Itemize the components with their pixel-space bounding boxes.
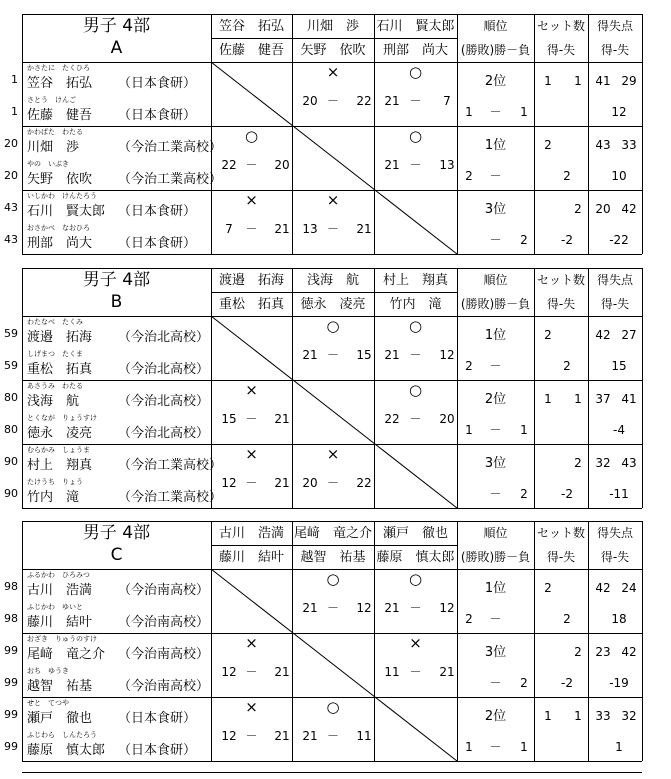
points-won: 42	[595, 581, 611, 595]
score-against: 12	[356, 601, 372, 615]
grid-line-v	[588, 268, 589, 508]
score-for: 20	[302, 94, 318, 108]
column-player-2: 藤川 結叶	[218, 550, 285, 565]
block-title: 男子 4部	[82, 16, 151, 36]
grid-line-v	[534, 268, 535, 508]
rank-subheader: (勝敗)勝－負	[460, 297, 531, 311]
score-against: 21	[274, 412, 290, 426]
column-player-2: 刑部 尚大	[382, 43, 449, 58]
score-for: 21	[384, 601, 400, 615]
sets-lost: 1	[574, 74, 582, 88]
sets-won: 2	[544, 138, 552, 152]
points-lost: 29	[621, 74, 637, 88]
grid-line-v	[22, 521, 23, 761]
column-player-1: 尾﨑 竜之介	[293, 526, 373, 541]
player-kana: せと てつや	[27, 699, 69, 707]
points-won: 42	[595, 328, 611, 342]
player-kana: おざき りゅうのすけ	[27, 635, 97, 643]
score-for: 21	[384, 158, 400, 172]
points-diff: -19	[609, 676, 629, 690]
win-mark: ○	[408, 127, 423, 145]
score-for: 7	[225, 222, 233, 236]
score-for: 12	[221, 729, 237, 743]
score-dash: －	[409, 601, 422, 615]
group-table-a	[0, 14, 671, 256]
player-name: 石川 賢太郎	[27, 204, 106, 219]
score-dash: －	[409, 94, 422, 108]
score-for: 13	[302, 222, 318, 236]
player-name: 藤川 結叶	[27, 615, 93, 630]
grid-line-v	[642, 268, 643, 508]
player-club: （今治工業高校）	[118, 140, 223, 155]
grid-line-h	[22, 761, 642, 762]
seed-number: 80	[4, 423, 18, 436]
win-mark: ○	[326, 317, 340, 335]
seed-number: 1	[11, 105, 18, 118]
points-diff: 10	[611, 169, 627, 183]
seed-number: 43	[4, 201, 18, 214]
player-name: 佐藤 健吾	[27, 108, 93, 123]
score-against: 22	[356, 94, 372, 108]
sets-subheader: 得-失	[546, 550, 576, 564]
column-player-2: 越智 祐基	[300, 550, 366, 565]
sets-lost: 2	[574, 202, 582, 216]
column-player-2: 重松 拓真	[218, 297, 285, 312]
player-name: 重松 拓真	[27, 362, 93, 377]
seed-number: 98	[4, 612, 18, 625]
player-club: （今治北高校）	[118, 330, 210, 345]
player-club: （日本食研）	[118, 711, 197, 726]
score-against: 21	[274, 665, 290, 679]
group-label: B	[110, 292, 123, 312]
wins-count: 2	[465, 169, 473, 183]
grid-line-v	[642, 14, 643, 254]
player-kana: かさたに たくひろ	[27, 64, 90, 72]
losses-count: 1	[520, 740, 528, 754]
win-mark: ○	[408, 63, 423, 81]
sets-header: セット数	[536, 19, 586, 33]
column-player-2: 竹内 滝	[389, 297, 442, 312]
sets-lost: 2	[574, 456, 582, 470]
points-header: 得失点	[596, 526, 634, 540]
points-lost: 33	[621, 138, 637, 152]
seed-number: 98	[4, 580, 18, 593]
score-against: 21	[274, 476, 290, 490]
column-player-1: 村上 翔真	[382, 273, 449, 288]
seed-number: 90	[4, 487, 18, 500]
column-player-1: 川畑 渉	[306, 19, 360, 34]
points-subheader: 得-失	[600, 550, 630, 564]
player-club: （今治工業高校）	[118, 172, 223, 187]
group-label: C	[110, 545, 123, 565]
player-kana: ふるかわ ひろみつ	[27, 571, 90, 579]
win-mark: ○	[408, 381, 423, 399]
player-name: 川畑 渉	[27, 140, 80, 155]
player-club: （日本食研）	[118, 743, 197, 758]
score-for: 11	[384, 665, 400, 679]
sets-won: 2	[544, 328, 552, 342]
score-for: 21	[302, 729, 318, 743]
player-club: （今治北高校）	[118, 394, 210, 409]
rank-header: 順位	[483, 273, 508, 287]
rank-value: 3位	[484, 645, 507, 660]
grid-line-h	[22, 268, 642, 269]
grid-line-h	[211, 38, 457, 39]
rank-value: 2位	[484, 74, 507, 89]
column-player-2: 徳永 凌亮	[300, 297, 366, 312]
grid-line-h	[22, 254, 642, 255]
score-for: 12	[221, 476, 237, 490]
win-loss-dash: －	[489, 676, 502, 690]
losses-count: 2	[520, 233, 528, 247]
rank-header: 順位	[483, 19, 508, 33]
loss-mark: ×	[245, 381, 258, 399]
grid-line-v	[642, 521, 643, 761]
grid-line-h	[211, 545, 457, 546]
column-player-2: 藤原 慎太郎	[376, 550, 455, 565]
block-title: 男子 4部	[82, 270, 151, 290]
wins-count: 2	[465, 359, 473, 373]
score-against: 20	[274, 158, 290, 172]
column-player-1: 古川 浩満	[218, 526, 285, 541]
points-lost: 42	[621, 645, 637, 659]
score-for: 22	[384, 412, 400, 426]
player-name: 渡邉 拓海	[27, 330, 93, 345]
player-club: （今治工業高校）	[118, 458, 223, 473]
seed-number: 99	[4, 644, 18, 657]
score-dash: －	[245, 412, 258, 426]
loss-mark: ×	[245, 634, 258, 652]
loss-mark: ×	[326, 63, 340, 81]
player-kana: ふじかわ ゆいと	[27, 603, 83, 611]
player-club: （今治南高校）	[118, 583, 210, 598]
wins-count: 1	[465, 740, 473, 754]
score-against: 21	[274, 222, 290, 236]
column-player-1: 石川 賢太郎	[376, 19, 455, 34]
column-player-1: 渡邉 拓海	[218, 273, 285, 288]
losses-count: 1	[520, 423, 528, 437]
points-diff: 1	[615, 740, 623, 754]
points-won: 20	[595, 202, 611, 216]
score-dash: －	[409, 665, 422, 679]
sets-lost: 2	[574, 645, 582, 659]
points-lost: 42	[621, 202, 637, 216]
grid-line-v	[22, 268, 23, 508]
player-name: 越智 祐基	[27, 679, 93, 694]
score-against: 12	[439, 601, 455, 615]
loss-mark: ×	[245, 698, 258, 716]
player-club: （今治南高校）	[118, 679, 210, 694]
win-mark: ○	[326, 570, 340, 588]
player-club: （今治工業高校）	[118, 490, 223, 505]
loss-mark: ×	[409, 634, 422, 652]
losses-count: 2	[520, 676, 528, 690]
grid-line-v	[22, 14, 23, 254]
sets-diff: -2	[561, 487, 573, 501]
player-name: 尾﨑 竜之介	[27, 647, 106, 662]
player-club: （日本食研）	[118, 76, 197, 91]
grid-line-v	[588, 14, 589, 254]
score-for: 15	[221, 412, 237, 426]
score-against: 20	[439, 412, 455, 426]
seed-number: 59	[4, 327, 18, 340]
loss-mark: ×	[326, 445, 340, 463]
points-diff: 18	[611, 612, 627, 626]
score-dash: －	[245, 476, 258, 490]
player-kana: いしかわ けんたろう	[27, 192, 97, 200]
sets-diff: -2	[561, 233, 573, 247]
points-won: 37	[595, 392, 611, 406]
points-subheader: 得-失	[600, 297, 630, 311]
rank-subheader: (勝敗)勝－負	[460, 550, 531, 564]
seed-number: 80	[4, 391, 18, 404]
player-kana: わたなべ たくみ	[27, 318, 83, 326]
grid-line-v	[534, 14, 535, 254]
win-mark: ○	[326, 698, 340, 716]
player-kana: しげまつ たくま	[27, 350, 83, 358]
group-table-c	[0, 521, 671, 763]
score-for: 20	[302, 476, 318, 490]
score-against: 21	[274, 729, 290, 743]
score-dash: －	[409, 348, 422, 362]
column-player-2: 矢野 依吹	[300, 43, 366, 58]
points-won: 32	[595, 456, 611, 470]
player-name: 浅海 航	[27, 394, 80, 409]
sets-won: 1	[544, 392, 552, 406]
seed-number: 99	[4, 740, 18, 753]
score-dash: －	[245, 222, 258, 236]
points-diff: 12	[611, 105, 627, 119]
column-player-1: 浅海 航	[306, 273, 360, 288]
win-mark: ○	[408, 317, 423, 335]
seed-number: 99	[4, 708, 18, 721]
player-name: 刑部 尚大	[27, 236, 93, 251]
player-kana: かわばた わたる	[27, 128, 83, 136]
block-title: 男子 4部	[82, 523, 151, 543]
points-header: 得失点	[596, 273, 634, 287]
points-lost: 41	[621, 392, 637, 406]
rank-value: 2位	[484, 709, 507, 724]
score-dash: －	[245, 665, 258, 679]
points-lost: 27	[621, 328, 637, 342]
sets-diff: -2	[561, 676, 573, 690]
player-kana: やの いぶき	[27, 160, 69, 168]
player-club: （今治南高校）	[118, 647, 210, 662]
wins-count: 1	[465, 423, 473, 437]
grid-line-v	[534, 521, 535, 761]
player-club: （今治南高校）	[118, 615, 210, 630]
score-dash: －	[326, 476, 340, 490]
score-dash: －	[409, 158, 422, 172]
score-against: 21	[439, 665, 455, 679]
player-club: （日本食研）	[118, 204, 197, 219]
group-label: A	[110, 38, 123, 58]
player-kana: おさかべ なおひろ	[27, 224, 90, 232]
rank-value: 3位	[484, 202, 507, 217]
score-for: 21	[302, 601, 318, 615]
score-against: 11	[356, 729, 372, 743]
player-kana: たけうち りょう	[27, 478, 83, 486]
seed-number: 43	[4, 233, 18, 246]
win-loss-dash: －	[489, 359, 502, 373]
loss-mark: ×	[245, 445, 258, 463]
page-bottom-rule	[22, 772, 642, 773]
win-mark: ○	[408, 570, 423, 588]
points-won: 23	[595, 645, 611, 659]
score-against: 15	[356, 348, 372, 362]
points-lost: 32	[621, 709, 637, 723]
loss-mark: ×	[245, 191, 258, 209]
win-loss-dash: －	[489, 612, 502, 626]
rank-header: 順位	[483, 526, 508, 540]
rank-value: 2位	[484, 392, 507, 407]
losses-count: 2	[520, 487, 528, 501]
sets-won: 1	[544, 709, 552, 723]
score-against: 7	[443, 94, 451, 108]
player-club: （今治北高校）	[118, 426, 210, 441]
wins-count: 1	[465, 105, 473, 119]
grid-line-v	[588, 521, 589, 761]
points-diff: -11	[609, 487, 629, 501]
group-table-b	[0, 268, 671, 510]
score-dash: －	[245, 729, 258, 743]
sets-diff: 2	[563, 359, 571, 373]
points-diff: -4	[613, 423, 625, 437]
column-player-1: 笠谷 拓弘	[218, 19, 285, 34]
points-diff: -22	[609, 233, 629, 247]
player-name: 古川 浩満	[27, 583, 93, 598]
player-club: （日本食研）	[118, 236, 197, 251]
player-kana: あさうみ わたる	[27, 382, 83, 390]
win-loss-dash: －	[489, 487, 502, 501]
seed-number: 20	[4, 169, 18, 182]
rank-value: 3位	[484, 456, 507, 471]
score-against: 22	[356, 476, 372, 490]
rank-value: 1位	[484, 138, 507, 153]
grid-line-v	[457, 268, 458, 508]
score-dash: －	[409, 412, 422, 426]
player-club: （今治北高校）	[118, 362, 210, 377]
points-lost: 43	[621, 456, 637, 470]
rank-value: 1位	[484, 328, 507, 343]
sets-won: 2	[544, 581, 552, 595]
points-lost: 24	[621, 581, 637, 595]
win-loss-dash: －	[489, 740, 502, 754]
grid-line-h	[211, 292, 457, 293]
player-name: 徳永 凌亮	[27, 426, 93, 441]
score-for: 22	[221, 158, 237, 172]
seed-number: 20	[4, 137, 18, 150]
player-name: 矢野 依吹	[27, 172, 93, 187]
sets-diff: 2	[563, 612, 571, 626]
score-against: 13	[439, 158, 455, 172]
grid-line-v	[457, 14, 458, 254]
player-name: 村上 翔真	[27, 458, 93, 473]
sets-subheader: 得-失	[546, 43, 576, 57]
points-header: 得失点	[596, 19, 634, 33]
loss-mark: ×	[326, 191, 340, 209]
wins-count: 2	[465, 612, 473, 626]
player-kana: とくなが りょうすけ	[27, 414, 97, 422]
player-kana: さとう けんご	[27, 96, 76, 104]
grid-line-h	[22, 521, 642, 522]
sets-lost: 1	[574, 392, 582, 406]
win-mark: ○	[244, 127, 259, 145]
player-name: 瀬戸 徹也	[27, 711, 93, 726]
score-dash: －	[326, 222, 340, 236]
seed-number: 90	[4, 455, 18, 468]
rank-subheader: (勝敗)勝－負	[460, 43, 531, 57]
seed-number: 99	[4, 676, 18, 689]
player-club: （日本食研）	[118, 108, 197, 123]
win-loss-dash: －	[489, 169, 502, 183]
score-for: 21	[384, 94, 400, 108]
score-against: 21	[356, 222, 372, 236]
points-won: 41	[595, 74, 611, 88]
win-loss-dash: －	[489, 105, 502, 119]
score-against: 12	[439, 348, 455, 362]
player-kana: ふじわら しんたろう	[27, 731, 97, 739]
player-kana: むらかみ しょうま	[27, 446, 90, 454]
sets-header: セット数	[536, 273, 586, 287]
score-dash: －	[326, 348, 340, 362]
points-subheader: 得-失	[600, 43, 630, 57]
player-name: 竹内 滝	[27, 490, 80, 505]
losses-count: 1	[520, 105, 528, 119]
column-player-2: 佐藤 健吾	[218, 43, 285, 58]
points-won: 43	[595, 138, 611, 152]
column-player-1: 瀬戸 徹也	[382, 526, 449, 541]
score-for: 21	[302, 348, 318, 362]
sets-header: セット数	[536, 526, 586, 540]
seed-number: 1	[11, 73, 18, 86]
grid-line-h	[22, 14, 642, 15]
score-dash: －	[326, 729, 340, 743]
points-won: 33	[595, 709, 611, 723]
win-loss-dash: －	[489, 233, 502, 247]
sets-diff: 2	[563, 169, 571, 183]
score-dash: －	[326, 94, 340, 108]
score-dash: －	[326, 601, 340, 615]
score-for: 21	[384, 348, 400, 362]
grid-line-h	[22, 508, 642, 509]
player-name: 笠谷 拓弘	[27, 76, 93, 91]
points-diff: 15	[611, 359, 627, 373]
player-name: 藤原 慎太郎	[27, 743, 106, 758]
score-dash: －	[245, 158, 258, 172]
sets-subheader: 得-失	[546, 297, 576, 311]
grid-line-v	[457, 521, 458, 761]
sets-lost: 1	[574, 709, 582, 723]
rank-value: 1位	[484, 581, 507, 596]
win-loss-dash: －	[489, 423, 502, 437]
sets-won: 1	[544, 74, 552, 88]
seed-number: 59	[4, 359, 18, 372]
score-for: 12	[221, 665, 237, 679]
player-kana: おち ゆうき	[27, 667, 69, 675]
